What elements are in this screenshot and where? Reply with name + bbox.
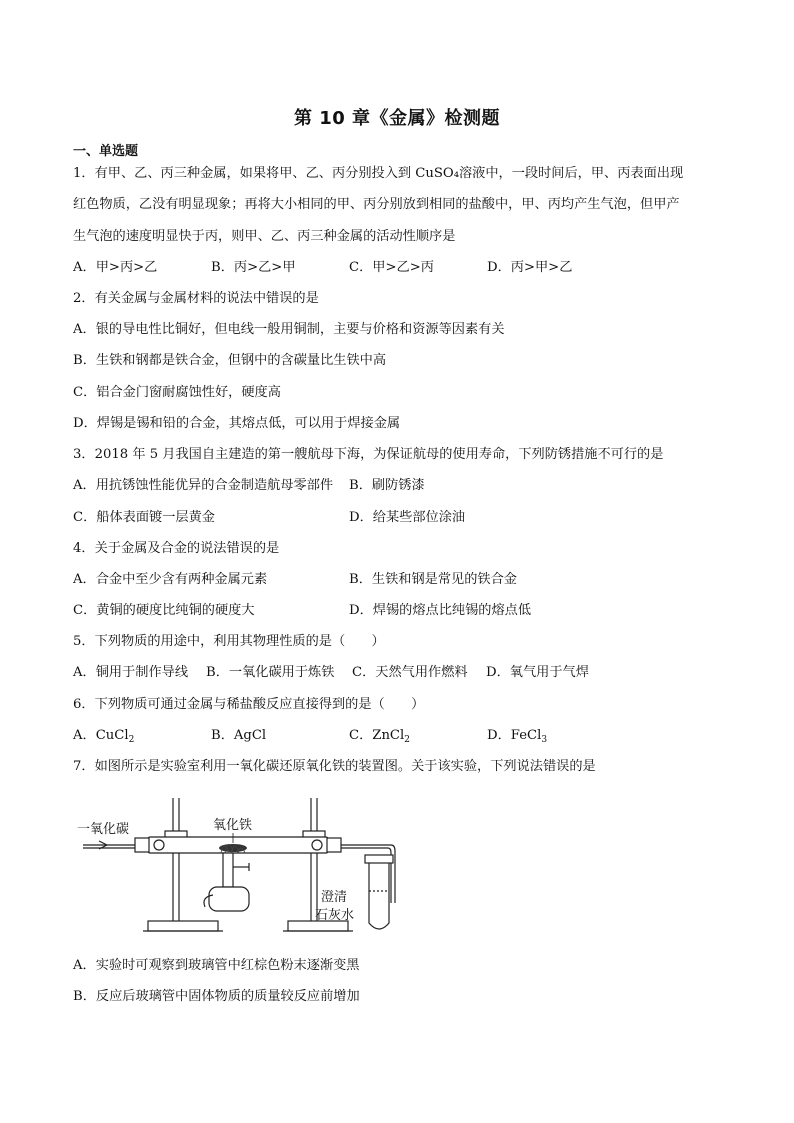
q6-option-a: A．CuCl$_2$	[73, 728, 135, 745]
label-limewater-2: 石灰水	[315, 908, 355, 923]
section-heading: 一、单选题	[73, 144, 139, 159]
q6-option-d: D．FeCl$_3$	[487, 728, 548, 745]
q7-stem: 7．如图所示是实验室利用一氧化碳还原氧化铁的装置图。关于该实验，下列说法错误的是	[73, 759, 596, 774]
q6-stem: 6．下列物质可通过金属与稀盐酸反应直接得到的是（ ）	[73, 697, 425, 712]
q4-option-a: A．合金中至少含有两种金属元素	[73, 572, 268, 587]
q5-option-a: A．铜用于制作导线	[73, 665, 189, 680]
q1-stem-line-2: 红色物质，乙没有明显现象；再将大小相同的甲、丙分别放到相同的盐酸中，甲、丙均产生气泡，但甲产	[73, 197, 680, 212]
q1-option-d: D．丙>甲>乙	[487, 260, 573, 275]
q4-option-c: C．黄铜的硬度比纯铜的硬度大	[73, 603, 255, 618]
q2-option-a: A．银的导电性比铜好，但电线一般用铜制，主要与价格和资源等因素有关	[73, 322, 505, 337]
q3-option-a: A．用抗锈蚀性能优异的合金制造航母零部件	[73, 478, 334, 493]
label-co: 一氧化碳	[77, 822, 130, 837]
q6-option-c: C．ZnCl$_2$	[349, 728, 410, 745]
q5-option-d: D．氧气用于气焊	[486, 665, 589, 680]
q5-stem: 5．下列物质的用途中，利用其物理性质的是（ ）	[73, 634, 385, 649]
q4-option-d: D．焊锡的熔点比纯锡的熔点低	[349, 603, 532, 618]
label-limewater-1: 澄清	[321, 890, 348, 905]
q7-option-b: B．反应后玻璃管中固体物质的质量较反应前增加	[73, 989, 360, 1004]
q2-option-d: D．焊锡是锡和铅的合金，其熔点低，可以用于焊接金属	[73, 416, 401, 431]
q3-option-d: D．给某些部位涂油	[349, 510, 466, 525]
q3-stem: 3．2018 年 5 月我国自主建造的第一艘航母下海，为保证航母的使用寿命，下列防锈措施不可行的是	[73, 447, 664, 462]
q1-stem-line-1: 1．有甲、乙、丙三种金属，如果将甲、乙、丙分别投入到 CuSO₄溶液中，一段时间后，甲、丙表面出现	[73, 166, 684, 181]
q6-option-b: B．AgCl	[211, 728, 267, 743]
label-iron-oxide: 氧化铁	[213, 818, 253, 833]
q4-option-b: B．生铁和钢是常见的铁合金	[349, 572, 517, 587]
q1-option-b: B．丙>乙>甲	[211, 260, 296, 275]
q5-option-c: C．天然气用作燃料	[352, 665, 468, 680]
q5-option-b: B．一氧化碳用于炼铁	[206, 665, 335, 680]
q3-option-b: B．刷防锈漆	[349, 478, 425, 493]
q2-stem: 2．有关金属与金属材料的说法中错误的是	[73, 291, 319, 306]
q7-option-a: A．实验时可观察到玻璃管中红棕色粉末逐渐变黑	[73, 958, 360, 973]
q3-option-c: C．船体表面镀一层黄金	[73, 510, 215, 525]
page-title: 第 10 章《金属》检测题	[293, 108, 501, 129]
co-reduction-apparatus-figure	[73, 793, 413, 943]
q1-stem-line-3: 生气泡的速度明显快于丙，则甲、乙、丙三种金属的活动性顺序是	[73, 229, 456, 244]
q1-option-c: C．甲>乙>丙	[349, 260, 434, 275]
q4-stem: 4．关于金属及合金的说法错误的是	[73, 541, 280, 556]
q2-option-b: B．生铁和钢都是铁合金，但钢中的含碳量比生铁中高	[73, 353, 387, 368]
q1-option-a: A．甲>丙>乙	[73, 260, 158, 275]
q2-option-c: C．铝合金门窗耐腐蚀性好，硬度高	[73, 385, 281, 400]
